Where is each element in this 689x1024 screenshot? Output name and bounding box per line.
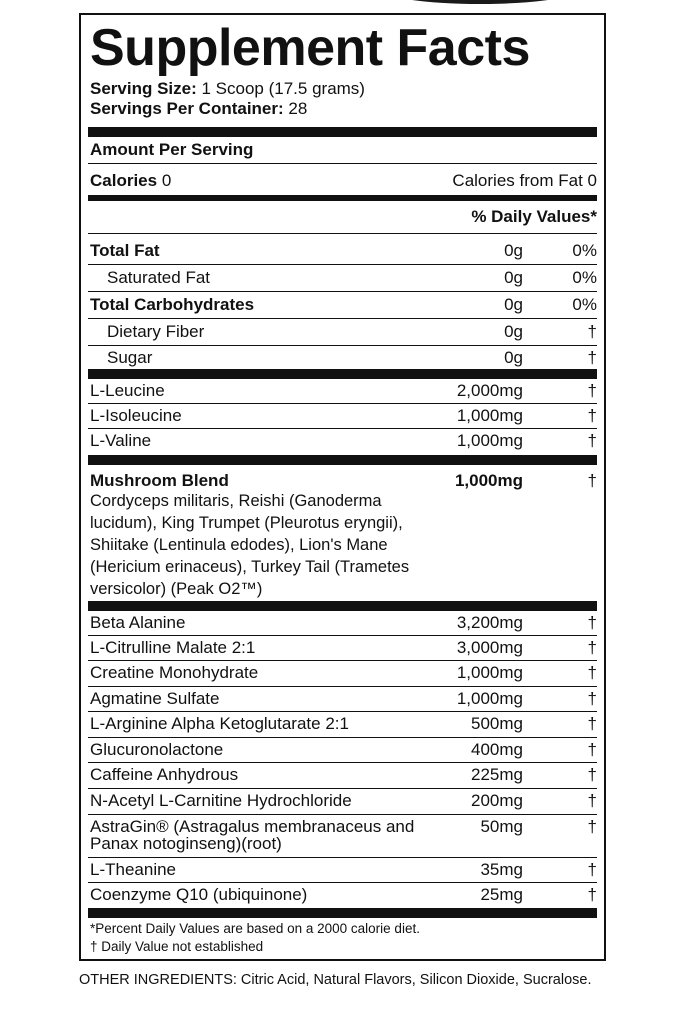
calories-from-fat-label: Calories from Fat <box>452 171 583 190</box>
servings-per-container <box>90 99 307 119</box>
ingredient-amount: 400mg <box>471 740 523 759</box>
ingredient-daily-value: † <box>587 860 597 879</box>
ingredient-name: Agmatine Sulfate <box>90 689 220 708</box>
ingredient-daily-value: † <box>587 791 597 810</box>
nutrient-amount: 0g <box>504 322 523 341</box>
divider-thick <box>88 601 597 611</box>
ingredient-name: L-Leucine <box>90 381 165 400</box>
divider <box>88 264 597 265</box>
serving-size <box>90 79 365 99</box>
divider <box>88 233 597 234</box>
calories-from-fat <box>410 171 597 191</box>
divider-thick <box>88 455 597 465</box>
divider <box>88 318 597 319</box>
ingredient-amount: 1,000mg <box>456 689 523 708</box>
ingredient-daily-value: † <box>587 885 597 904</box>
amount-per-serving: Amount Per Serving <box>90 140 254 159</box>
ingredient-name: L-Arginine Alpha Ketoglutarate 2:1 <box>90 714 349 733</box>
serving-size-value: 1 Scoop (17.5 grams) <box>201 79 365 98</box>
blend-description: Cordyceps militaris, Reishi (Ganoderma lucidum), King Trumpet (Pleurotus eryngii), Shiitake (Lentinula edodes), Lion's Mane (Hericium erinaceus), Turkey Tail (Trametes versicolor) (Peak O2™) <box>90 492 410 598</box>
divider <box>88 660 597 661</box>
ingredient-daily-value: † <box>587 689 597 708</box>
daily-values-header: % Daily Values* <box>471 207 597 226</box>
ingredient-amount: 500mg <box>471 714 523 733</box>
ingredient-name: Creatine Monohydrate <box>90 663 259 682</box>
ingredient-name: Beta Alanine <box>90 613 186 632</box>
divider <box>88 882 597 883</box>
nutrient-amount: 0g <box>504 348 523 367</box>
ingredient-name: L-Valine <box>90 431 152 450</box>
divider-medium <box>88 195 597 201</box>
ingredient-amount: 50mg <box>480 817 523 836</box>
divider <box>88 635 597 636</box>
ingredient-amount: 35mg <box>480 860 523 879</box>
ingredient-daily-value: † <box>587 381 597 400</box>
other-ingredients: OTHER INGREDIENTS: Citric Acid, Natural Flavors, Silicon Dioxide, Sucralose. <box>79 972 592 988</box>
divider <box>88 403 597 404</box>
nutrient-amount: 0g <box>504 268 523 287</box>
ingredient-daily-value: † <box>587 817 597 836</box>
nutrient-name: Dietary Fiber <box>107 322 205 341</box>
ingredient-daily-value: † <box>587 638 597 657</box>
calories-row <box>90 171 171 191</box>
nutrient-name: Total Fat <box>90 241 160 260</box>
panel-title: Supplement Facts <box>90 19 530 77</box>
divider-thick <box>88 127 597 137</box>
nutrient-daily-value: † <box>587 348 597 367</box>
divider <box>88 737 597 738</box>
nutrient-amount: 0g <box>504 295 523 314</box>
blend-amount: 1,000mg <box>454 471 523 490</box>
ingredient-daily-value: † <box>587 714 597 733</box>
ingredient-daily-value: † <box>587 663 597 682</box>
divider <box>88 291 597 292</box>
divider <box>88 788 597 789</box>
ingredient-amount: 200mg <box>471 791 523 810</box>
footnote-daily-values: *Percent Daily Values are based on a 2000 calorie diet. <box>90 921 420 936</box>
ingredient-name: Glucuronolactone <box>90 740 224 759</box>
nutrient-daily-value: 0% <box>572 241 597 260</box>
ingredient-amount: 2,000mg <box>456 381 523 400</box>
ingredient-name: L-Isoleucine <box>90 406 182 425</box>
nutrient-amount: 0g <box>504 241 523 260</box>
nutrient-daily-value: 0% <box>572 295 597 314</box>
ingredient-amount: 25mg <box>480 885 523 904</box>
nutrient-name: Total Carbohydrates <box>90 295 255 314</box>
calories-value: 0 <box>161 171 172 190</box>
divider <box>88 814 597 815</box>
servings-per-container-value: 28 <box>288 99 308 118</box>
divider <box>88 686 597 687</box>
supplement-facts-panel <box>79 13 606 961</box>
footnote-dagger: † Daily Value not established <box>90 939 264 954</box>
nutrient-daily-value: 0% <box>572 268 597 287</box>
ingredient-amount: 1,000mg <box>456 406 523 425</box>
blend-daily-value: † <box>587 471 597 490</box>
divider <box>88 345 597 346</box>
nutrient-name: Saturated Fat <box>107 268 211 287</box>
divider <box>88 762 597 763</box>
ingredient-amount: 1,000mg <box>456 663 523 682</box>
divider <box>88 711 597 712</box>
ingredient-name: Coenzyme Q10 (ubiquinone) <box>90 885 308 904</box>
servings-per-container-label: Servings Per Container: <box>90 99 284 118</box>
nutrient-name: Sugar <box>107 348 153 367</box>
ingredient-daily-value: † <box>587 431 597 450</box>
ingredient-name: Caffeine Anhydrous <box>90 765 239 784</box>
divider-thick <box>88 369 597 379</box>
nutrient-daily-value: † <box>587 322 597 341</box>
ingredient-amount: 1,000mg <box>456 431 523 450</box>
ingredient-daily-value: † <box>587 765 597 784</box>
calories-label: Calories <box>90 171 158 190</box>
ingredient-daily-value: † <box>587 613 597 632</box>
ingredient-name: L-Citrulline Malate 2:1 <box>90 638 256 657</box>
ingredient-name: L-Theanine <box>90 860 177 879</box>
ingredient-name: AstraGin® (Astragalus membranaceus and <box>90 817 415 836</box>
ingredient-amount: 3,200mg <box>456 613 523 632</box>
divider <box>88 163 597 164</box>
ingredient-daily-value: † <box>587 406 597 425</box>
blend-name: Mushroom Blend <box>90 471 229 490</box>
serving-size-label: Serving Size: <box>90 79 197 98</box>
divider <box>88 857 597 858</box>
ingredient-amount: 3,000mg <box>456 638 523 657</box>
divider-thick <box>88 908 597 918</box>
ingredient-daily-value: † <box>587 740 597 759</box>
divider <box>88 428 597 429</box>
ingredient-name: N-Acetyl L-Carnitine Hydrochloride <box>90 791 352 810</box>
container-lid-shape <box>380 0 580 4</box>
ingredient-name-continued: Panax notoginseng)(root) <box>90 834 282 853</box>
ingredient-amount: 225mg <box>471 765 523 784</box>
calories-from-fat-value: 0 <box>587 171 597 190</box>
